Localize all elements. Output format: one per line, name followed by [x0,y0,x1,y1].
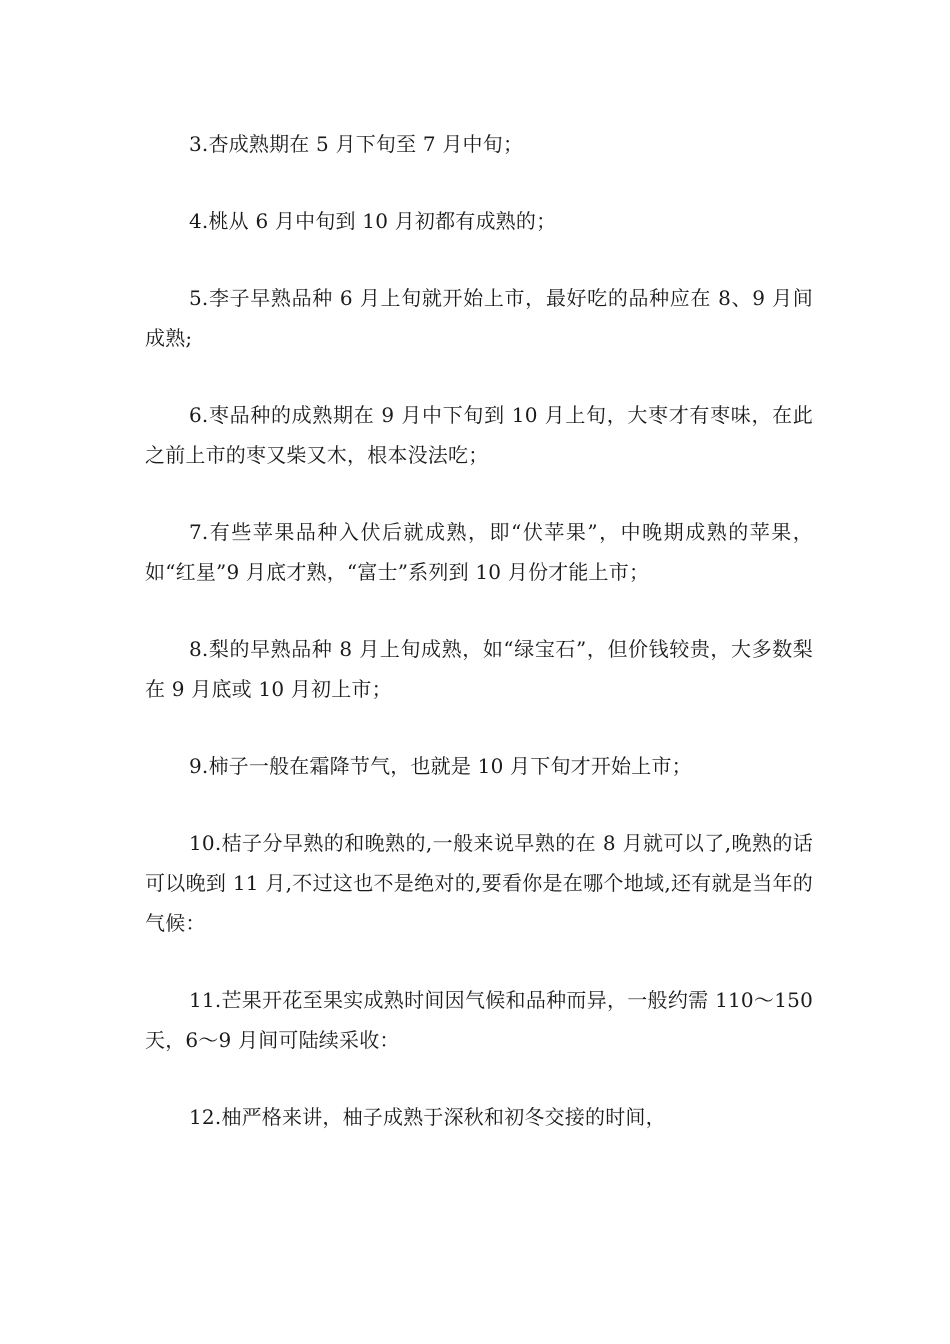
paragraph-mango: 11.芒果开花至果实成熟时间因气候和品种而异，一般约需 110～150 天，6～9 月间可陆续采收： [145,988,813,1052]
paragraph-persimmon: 9.柿子一般在霜降节气，也就是 10 月下旬才开始上市； [189,754,692,778]
paragraph-plum: 5.李子早熟品种 6 月上旬就开始上市，最好吃的品种应在 8、9 月间成熟; [145,286,813,350]
paragraph-pear: 8.梨的早熟品种 8 月上旬成熟，如“绿宝石”，但价钱较贵，大多数梨在 9 月底或 10 月初上市； [145,637,813,701]
paragraph-apricot: 3.杏成熟期在 5 月下旬至 7 月中旬； [189,132,524,156]
paragraph-pomelo: 12.柚严格来讲，柚子成熟于深秋和初冬交接的时间， [189,1105,666,1129]
paragraph-peach: 4.桃从 6 月中旬到 10 月初都有成熟的； [189,209,557,233]
paragraph-apple: 7.有些苹果品种入伏后就成熟，即“伏苹果”，中晚期成熟的苹果，如“红星”9 月底才熟，“富士”系列到 10 月份才能上市； [145,520,813,584]
paragraph-tangerine: 10.桔子分早熟的和晚熟的,一般来说早熟的在 8 月就可以了,晚熟的话可以晚到 11 月,不过这也不是绝对的,要看你是在哪个地域,还有就是当年的气候： [145,831,813,935]
paragraph-jujube: 6.枣品种的成熟期在 9 月中下旬到 10 月上旬，大枣才有枣味，在此之前上市的枣又柴又木，根本没法吃； [145,403,813,467]
document-body [145,124,813,1174]
